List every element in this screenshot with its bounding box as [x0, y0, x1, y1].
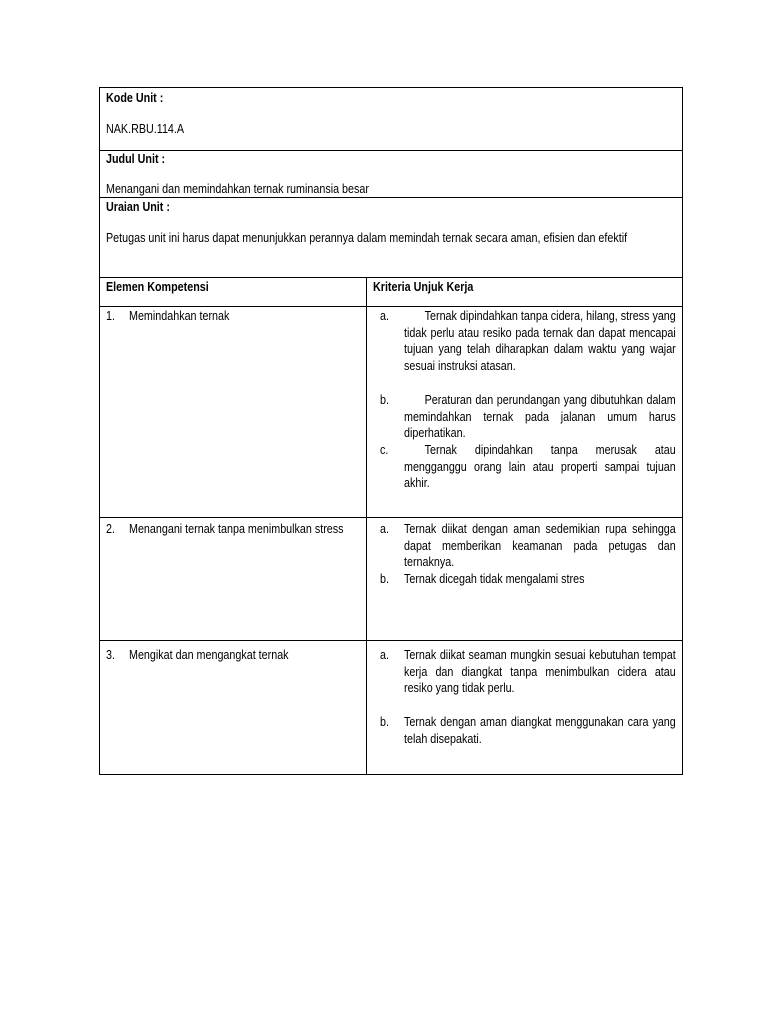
- judul-unit-value: Menangani dan memindahkan ternak ruminansia besar: [106, 182, 369, 196]
- item-text: Ternak dipindahkan tanpa cidera, hilang, stress yang tidak perlu atau resiko pada ternak dan dapat mencapai tujuan yang telah diharapkan dalam waktu yang wajar sesuai instruksi atasan.: [404, 309, 676, 373]
- row-divider: [100, 640, 682, 641]
- item-marker: b.: [380, 572, 389, 586]
- item-text: Ternak diikat dengan aman sedemikian rupa sehingga dapat memberikan keamanan pada petugas dan ternaknya.: [404, 522, 676, 569]
- elemen-number: 2.: [106, 522, 115, 536]
- item-text: Ternak dipindahkan tanpa merusak atau mengganggu orang lain atau properti sampai tujuan akhir.: [404, 443, 676, 490]
- competency-unit-table: [99, 87, 683, 775]
- kriteria-unjuk-kerja-header: Kriteria Unjuk Kerja: [373, 280, 474, 294]
- item-marker: a.: [380, 648, 389, 662]
- elemen-label: Mengikat dan mengangkat ternak: [129, 648, 289, 662]
- item-marker: a.: [380, 309, 389, 323]
- kode-unit-label: Kode Unit :: [106, 91, 164, 105]
- row-divider: [100, 306, 682, 307]
- item-text: Ternak diikat seaman mungkin sesuai kebutuhan tempat kerja dan diangkat tanpa menimbulkan cidera atau resiko yang tidak perlu.: [404, 648, 676, 695]
- column-divider: [366, 277, 367, 775]
- item-marker: c.: [380, 443, 389, 457]
- item-marker: a.: [380, 522, 389, 536]
- item-text: Ternak dicegah tidak mengalami stres: [404, 572, 585, 586]
- row-divider: [100, 277, 682, 278]
- item-text: Peraturan dan perundangan yang dibutuhkan dalam memindahkan ternak pada jalanan umum harus diperhatikan.: [404, 393, 676, 440]
- kode-unit-value: NAK.RBU.114.A: [106, 122, 185, 136]
- judul-unit-label: Judul Unit :: [106, 152, 166, 166]
- uraian-unit-label: Uraian Unit :: [106, 200, 170, 214]
- elemen-number: 1.: [106, 309, 115, 323]
- elemen-number: 3.: [106, 648, 115, 662]
- row-divider: [100, 150, 682, 151]
- item-marker: b.: [380, 393, 389, 407]
- item-text: Ternak dengan aman diangkat menggunakan cara yang telah disepakati.: [404, 715, 676, 746]
- elemen-kompetensi-header: Elemen Kompetensi: [106, 280, 209, 294]
- uraian-unit-value: Petugas unit ini harus dapat menunjukkan perannya dalam memindah ternak secara aman, efisien dan efektif: [106, 231, 628, 245]
- elemen-label: Menangani ternak tanpa menimbulkan stress: [129, 522, 344, 536]
- item-marker: b.: [380, 715, 389, 729]
- row-divider: [100, 517, 682, 518]
- elemen-label: Memindahkan ternak: [129, 309, 230, 323]
